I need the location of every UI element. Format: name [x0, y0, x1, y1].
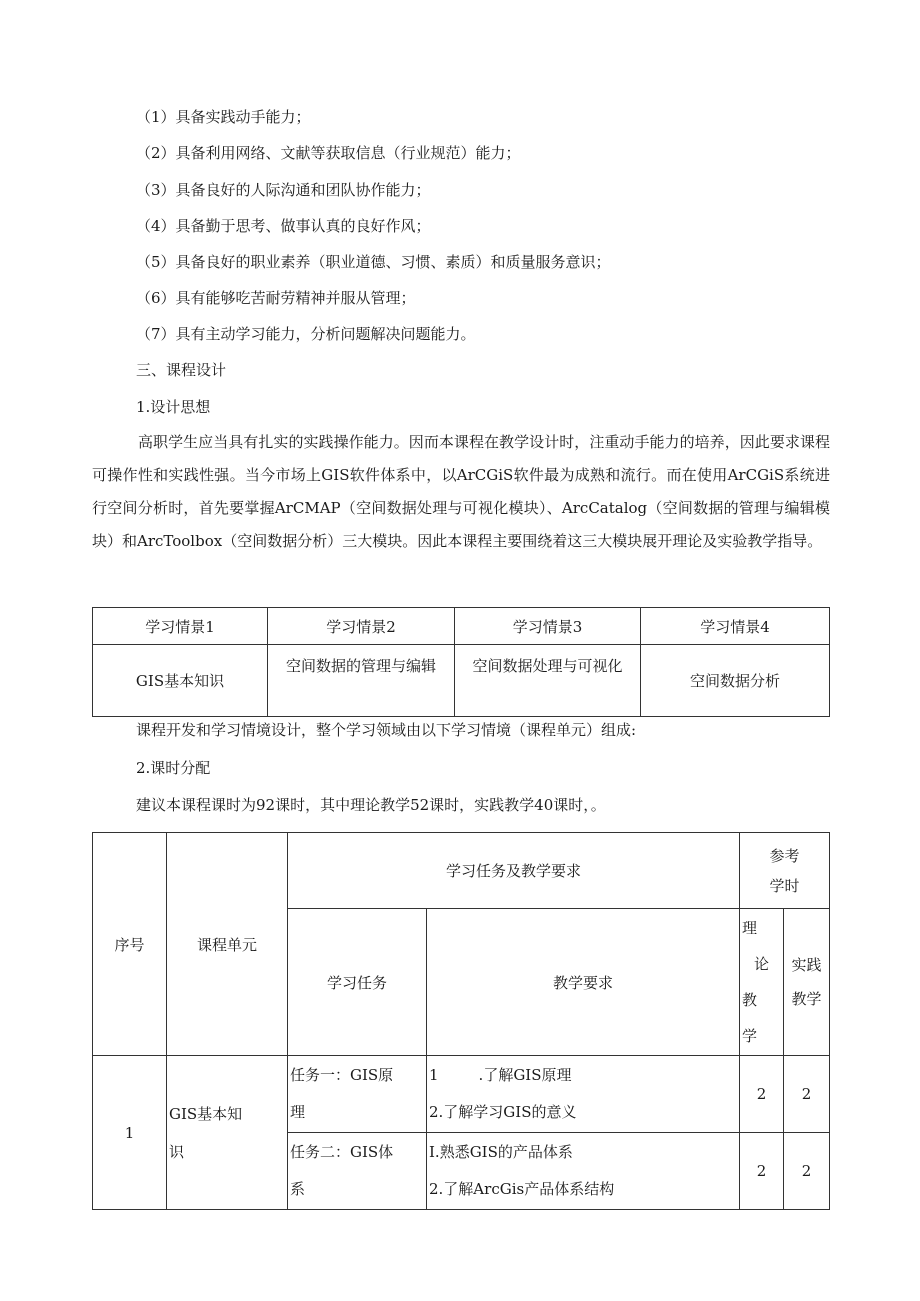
- subsection-heading-hours: 2.课时分配: [136, 759, 211, 777]
- ability-item-3: （3）具备良好的人际沟通和团队协作能力；: [136, 181, 431, 199]
- situation-header-4: 学习情景4: [641, 608, 830, 645]
- task-cell-2: [288, 1133, 427, 1210]
- hours-note: 建议本课程课时为92课时，其中理论教学52课时，实践教学40课时，。: [136, 796, 606, 814]
- situation-value-4: 空间数据分析: [641, 645, 830, 717]
- task2-line2: 系: [290, 1180, 306, 1198]
- header-requirement: 教学要求: [427, 909, 740, 1056]
- ability-item-4: （4）具备勤于思考、做事认真的良好作风；: [136, 217, 431, 235]
- theory-char-2: 论: [754, 955, 770, 973]
- requirement-cell-2: [427, 1133, 740, 1210]
- theory-char-1: 理: [742, 919, 758, 937]
- situation-value-3: 空间数据处理与可视化: [455, 645, 641, 717]
- row-unit: [167, 1056, 288, 1210]
- req1-number: 1: [429, 1066, 439, 1084]
- header-practice: [784, 909, 830, 1056]
- row-index: 1: [93, 1056, 167, 1210]
- req1-line1: .了解GIS原理: [478, 1066, 572, 1084]
- ability-item-2: （2）具备利用网络、文献等获取信息（行业规范）能力；: [136, 144, 521, 162]
- section-heading: 三、课程设计: [136, 361, 227, 379]
- req2-line2: 2.了解ArcGis产品体系结构: [429, 1180, 615, 1198]
- requirement-cell-1: [427, 1056, 740, 1133]
- situation-value-1: GIS基本知识: [93, 645, 268, 717]
- situation-note: 课程开发和学习情境设计，整个学习领域由以下学习情境（课程单元）组成:: [136, 721, 637, 739]
- ability-item-1: （1）具备实践动手能力；: [136, 108, 311, 126]
- theory-hours-2: 2: [740, 1133, 784, 1210]
- subsection-heading-design: 1.设计思想: [136, 398, 211, 416]
- situation-header-3: 学习情景3: [455, 608, 641, 645]
- practice-hours-2: 2: [784, 1133, 830, 1210]
- theory-hours-1: 2: [740, 1056, 784, 1133]
- situation-header-2: 学习情景2: [268, 608, 455, 645]
- task2-line1: 任务二：GIS体: [290, 1143, 394, 1161]
- header-reference-line2: 学时: [769, 876, 800, 895]
- situation-value-2: 空间数据的管理与编辑: [268, 645, 455, 717]
- situations-table: [92, 607, 830, 717]
- situation-header-1: 学习情景1: [93, 608, 268, 645]
- practice-line1: 实践: [791, 956, 822, 974]
- task1-line2: 理: [290, 1103, 306, 1121]
- task-cell-1: [288, 1056, 427, 1133]
- task1-line1: 任务一：GIS原: [290, 1066, 394, 1084]
- design-paragraph: 高职学生应当具有扎实的实践操作能力。因而本课程在教学设计时，注重动手能力的培养，因此要求课程可操作性和实践性强。当今市场上GIS软件体系中，以ArCGiS软件最为成熟和流行。而在使用ArCGiS系统进行空间分析时，首先要掌握ArCMAP（空间数据处理与可视化模块）、ArcCatalog（空间数据的管理与编辑模块）和ArcToolbox（空间数据分析）三大模块。因此本课程主要围绕着这三大模块展开理论及实验教学指导。: [92, 433, 830, 550]
- theory-char-3: 教: [742, 991, 758, 1009]
- ability-item-7: （7）具有主动学习能力，分析问题解决问题能力。: [136, 325, 476, 343]
- practice-hours-1: 2: [784, 1056, 830, 1133]
- unit-line2: 识: [169, 1142, 185, 1161]
- header-task: 学习任务: [288, 909, 427, 1056]
- header-unit: 课程单元: [167, 833, 288, 1056]
- req1-line2: 2.了解学习GIS的意义: [429, 1103, 577, 1121]
- theory-char-4: 学: [742, 1027, 758, 1045]
- header-task-group: 学习任务及教学要求: [288, 833, 740, 909]
- req2-line1: I.熟悉GIS的产品体系: [429, 1143, 573, 1161]
- practice-line2: 教学: [791, 990, 822, 1008]
- hours-table: [92, 832, 830, 1210]
- header-theory: [740, 909, 784, 1056]
- unit-line1: GIS基本知: [169, 1104, 243, 1123]
- header-reference-line1: 参考: [769, 846, 800, 865]
- ability-item-5: （5）具备良好的职业素养（职业道德、习惯、素质）和质量服务意识；: [136, 253, 611, 271]
- ability-item-6: （6）具有能够吃苦耐劳精神并服从管理；: [136, 289, 416, 307]
- header-index: 序号: [93, 833, 167, 1056]
- header-reference-hours: [740, 833, 830, 909]
